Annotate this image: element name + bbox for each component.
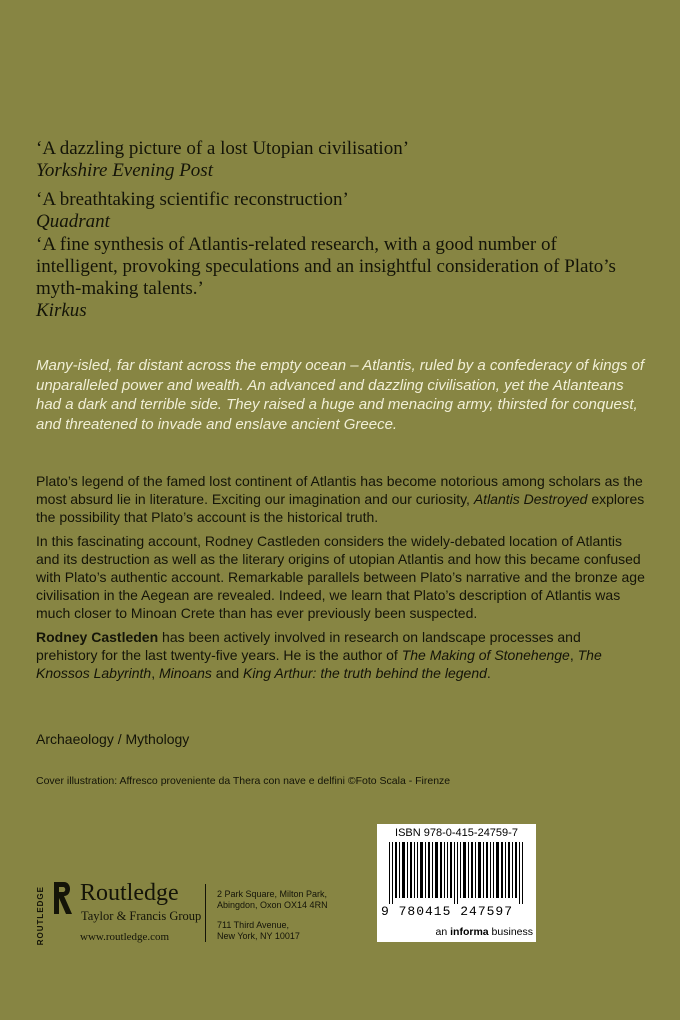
routledge-logo-icon <box>50 880 74 916</box>
review-source: Kirkus <box>36 300 87 321</box>
paragraph-account: In this fascinating account, Rodney Castleden considers the widely-debated location of Atlantis and its destruction as well as the literary origins of utopian Atlantis and how this became confused with Plato’s authentic account. Remarkable parallels between Plato’s narrative and the bronze age civilisation in the Aegean are revealed. Indeed, we learn that Plato’s description of Atlantis was much closer to Minoan Crete than has ever previously been suspected. <box>36 533 645 621</box>
uk-address-line: 2 Park Square, Milton Park, <box>217 889 328 899</box>
publisher-website: www.routledge.com <box>80 931 170 943</box>
subject-category: Archaeology / Mythology <box>36 731 190 747</box>
informa-tagline: an informa business <box>435 926 533 938</box>
routledge-vertical-logotype: ROUTLEDGE <box>36 886 45 946</box>
author-name: Rodney Castleden <box>36 629 159 645</box>
review-quote: ‘A breathtaking scientific reconstruction’ <box>36 189 349 210</box>
blurb-text: Many-isled, far distant across the empty ocean – Atlantis, ruled by a confederacy of kings of unparalleled power and wealth. An advanced and dazzling civilisation, yet the Atlanteans had a dark and terrible side. They raised a huge and menacing army, thirsted for conquest, and threatened to invade and enslave ancient Greece. <box>36 357 645 433</box>
publisher-name: Routledge <box>80 880 179 906</box>
publisher-group: Taylor & Francis Group <box>81 909 202 923</box>
book-title: Atlantis Destroyed <box>473 491 588 507</box>
barcode-digits: 9 780415 247597 <box>381 904 514 919</box>
paragraph-intro: Plato’s legend of the famed lost continent of Atlantis has become notorious among scholars as the most absurd lie in literature. Exciting our imagination and our curiosity, Atlantis Destroyed explores the possibility that Plato’s account is the historical truth. <box>36 473 645 525</box>
cover-credit: Cover illustration: Affresco proveniente da Thera con nave e delfini ©Foto Scala - Firenze <box>36 775 451 787</box>
us-address-line: New York, NY 10017 <box>217 931 300 941</box>
description <box>36 472 646 688</box>
uk-address-line: Abingdon, Oxon OX14 4RN <box>217 900 328 910</box>
review-source: Yorkshire Evening Post <box>36 160 213 181</box>
paragraph-author: Rodney Castleden has been actively involved in research on landscape processes and prehistory for the last twenty-five years. He is the author of The Making of Stonehenge, The Knossos Labyrinth, Minoans and King Arthur: the truth behind the legend. <box>36 629 602 681</box>
barcode-bars <box>387 842 526 904</box>
review-quotes <box>36 138 636 329</box>
review-source: Quadrant <box>36 211 110 232</box>
isbn-barcode <box>377 824 536 942</box>
us-address-line: 711 Third Avenue, <box>217 920 290 930</box>
isbn-label: ISBN 978-0-415-24759-7 <box>395 827 518 839</box>
review-quote: ‘A fine synthesis of Atlantis-related research, with a good number of intelligent, provoking speculations and an insightful consideration of Plato’s myth-making talents.’ <box>36 234 616 299</box>
review-quote: ‘A dazzling picture of a lost Utopian civilisation’ <box>36 138 410 159</box>
divider <box>205 884 206 942</box>
